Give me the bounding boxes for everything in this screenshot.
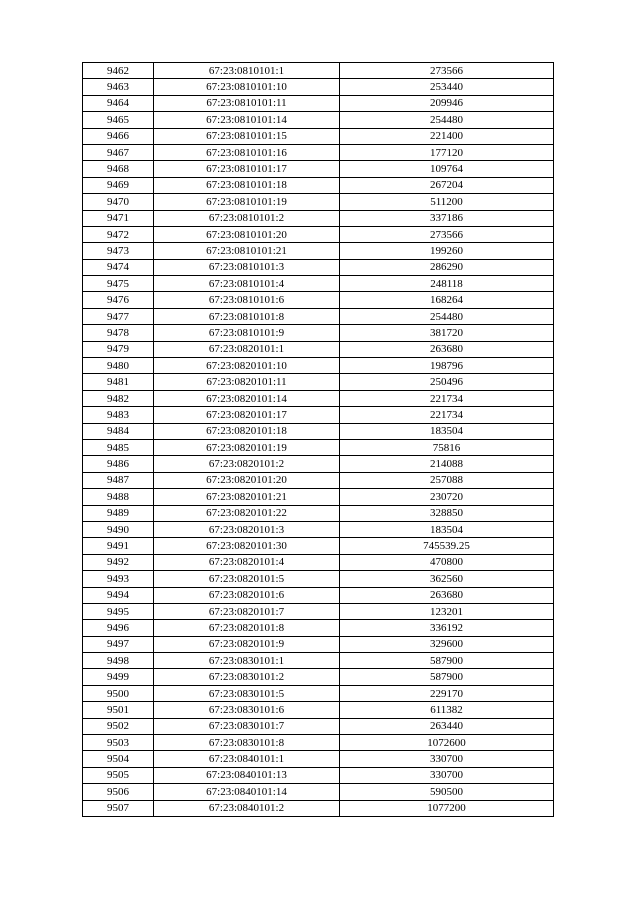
cadastral-number-cell: 67:23:0820101:10	[154, 358, 340, 374]
value-cell: 263440	[340, 718, 554, 734]
cadastral-number-cell: 67:23:0820101:6	[154, 587, 340, 603]
row-number-cell: 9503	[83, 735, 154, 751]
row-number-cell: 9471	[83, 210, 154, 226]
cadastral-number-cell: 67:23:0810101:21	[154, 243, 340, 259]
table-row	[83, 538, 554, 554]
table-row	[83, 554, 554, 570]
value-cell: 199260	[340, 243, 554, 259]
row-number-cell: 9473	[83, 243, 154, 259]
cadastral-number-cell: 67:23:0820101:22	[154, 505, 340, 521]
table-row	[83, 685, 554, 701]
row-number-cell: 9507	[83, 800, 154, 816]
table-row	[83, 571, 554, 587]
table-body	[83, 63, 554, 817]
value-cell: 75816	[340, 439, 554, 455]
table-row	[83, 521, 554, 537]
table-row	[83, 95, 554, 111]
row-number-cell: 9470	[83, 194, 154, 210]
row-number-cell: 9464	[83, 95, 154, 111]
cadastral-number-cell: 67:23:0820101:4	[154, 554, 340, 570]
value-cell: 254480	[340, 308, 554, 324]
table-row	[83, 735, 554, 751]
cadastral-number-cell: 67:23:0810101:16	[154, 144, 340, 160]
table-row	[83, 390, 554, 406]
table-row	[83, 718, 554, 734]
value-cell: 229170	[340, 685, 554, 701]
cadastral-number-cell: 67:23:0810101:6	[154, 292, 340, 308]
row-number-cell: 9496	[83, 620, 154, 636]
value-cell: 611382	[340, 702, 554, 718]
table-row	[83, 276, 554, 292]
row-number-cell: 9486	[83, 456, 154, 472]
value-cell: 745539.25	[340, 538, 554, 554]
cadastral-number-cell: 67:23:0840101:13	[154, 767, 340, 783]
cadastral-number-cell: 67:23:0830101:2	[154, 669, 340, 685]
table-row	[83, 341, 554, 357]
row-number-cell: 9487	[83, 472, 154, 488]
cadastral-number-cell: 67:23:0840101:14	[154, 784, 340, 800]
cadastral-number-cell: 67:23:0830101:8	[154, 735, 340, 751]
cadastral-number-cell: 67:23:0820101:30	[154, 538, 340, 554]
table-row	[83, 194, 554, 210]
value-cell: 286290	[340, 259, 554, 275]
cadastral-number-cell: 67:23:0810101:10	[154, 79, 340, 95]
value-cell: 587900	[340, 669, 554, 685]
row-number-cell: 9498	[83, 653, 154, 669]
value-cell: 587900	[340, 653, 554, 669]
table-row	[83, 407, 554, 423]
value-cell: 329600	[340, 636, 554, 652]
row-number-cell: 9491	[83, 538, 154, 554]
row-number-cell: 9504	[83, 751, 154, 767]
cadastral-number-cell: 67:23:0840101:2	[154, 800, 340, 816]
row-number-cell: 9499	[83, 669, 154, 685]
value-cell: 330700	[340, 751, 554, 767]
value-cell: 230720	[340, 489, 554, 505]
row-number-cell: 9468	[83, 161, 154, 177]
row-number-cell: 9466	[83, 128, 154, 144]
value-cell: 248118	[340, 276, 554, 292]
value-cell: 123201	[340, 603, 554, 619]
table-row	[83, 702, 554, 718]
table-row	[83, 210, 554, 226]
cadastral-number-cell: 67:23:0820101:8	[154, 620, 340, 636]
row-number-cell: 9465	[83, 112, 154, 128]
table-row	[83, 128, 554, 144]
table-row	[83, 177, 554, 193]
value-cell: 257088	[340, 472, 554, 488]
value-cell: 198796	[340, 358, 554, 374]
table-row	[83, 751, 554, 767]
row-number-cell: 9494	[83, 587, 154, 603]
table-row	[83, 456, 554, 472]
table-row	[83, 636, 554, 652]
value-cell: 221400	[340, 128, 554, 144]
table-row	[83, 784, 554, 800]
table-row	[83, 79, 554, 95]
table-row	[83, 603, 554, 619]
row-number-cell: 9490	[83, 521, 154, 537]
cadastral-number-cell: 67:23:0830101:6	[154, 702, 340, 718]
cadastral-number-cell: 67:23:0810101:11	[154, 95, 340, 111]
table-row	[83, 439, 554, 455]
row-number-cell: 9469	[83, 177, 154, 193]
table-row	[83, 63, 554, 79]
cadastral-number-cell: 67:23:0810101:4	[154, 276, 340, 292]
value-cell: 273566	[340, 226, 554, 242]
value-cell: 511200	[340, 194, 554, 210]
value-cell: 470800	[340, 554, 554, 570]
cadastral-number-cell: 67:23:0810101:15	[154, 128, 340, 144]
value-cell: 336192	[340, 620, 554, 636]
table-row	[83, 259, 554, 275]
table-row	[83, 112, 554, 128]
cadastral-number-cell: 67:23:0810101:14	[154, 112, 340, 128]
cadastral-number-cell: 67:23:0820101:19	[154, 439, 340, 455]
row-number-cell: 9488	[83, 489, 154, 505]
row-number-cell: 9475	[83, 276, 154, 292]
table-row	[83, 669, 554, 685]
row-number-cell: 9480	[83, 358, 154, 374]
table-row	[83, 767, 554, 783]
table-row	[83, 226, 554, 242]
cadastral-number-cell: 67:23:0820101:1	[154, 341, 340, 357]
cadastral-number-cell: 67:23:0830101:7	[154, 718, 340, 734]
cadastral-number-cell: 67:23:0820101:21	[154, 489, 340, 505]
cadastral-number-cell: 67:23:0810101:2	[154, 210, 340, 226]
row-number-cell: 9493	[83, 571, 154, 587]
table-row	[83, 161, 554, 177]
cadastral-number-cell: 67:23:0810101:18	[154, 177, 340, 193]
cadastral-number-cell: 67:23:0820101:2	[154, 456, 340, 472]
table-row	[83, 374, 554, 390]
row-number-cell: 9484	[83, 423, 154, 439]
cadastral-number-cell: 67:23:0810101:1	[154, 63, 340, 79]
row-number-cell: 9481	[83, 374, 154, 390]
table-row	[83, 325, 554, 341]
value-cell: 214088	[340, 456, 554, 472]
row-number-cell: 9467	[83, 144, 154, 160]
cadastral-number-cell: 67:23:0820101:7	[154, 603, 340, 619]
value-cell: 267204	[340, 177, 554, 193]
cadastral-number-cell: 67:23:0820101:3	[154, 521, 340, 537]
value-cell: 273566	[340, 63, 554, 79]
cadastral-number-cell: 67:23:0820101:11	[154, 374, 340, 390]
data-table	[82, 62, 554, 817]
row-number-cell: 9479	[83, 341, 154, 357]
row-number-cell: 9477	[83, 308, 154, 324]
table-row	[83, 472, 554, 488]
value-cell: 381720	[340, 325, 554, 341]
cadastral-number-cell: 67:23:0810101:19	[154, 194, 340, 210]
row-number-cell: 9506	[83, 784, 154, 800]
row-number-cell: 9478	[83, 325, 154, 341]
table-row	[83, 308, 554, 324]
row-number-cell: 9485	[83, 439, 154, 455]
cadastral-number-cell: 67:23:0820101:14	[154, 390, 340, 406]
value-cell: 1077200	[340, 800, 554, 816]
value-cell: 221734	[340, 390, 554, 406]
value-cell: 183504	[340, 423, 554, 439]
cadastral-number-cell: 67:23:0810101:20	[154, 226, 340, 242]
table-row	[83, 620, 554, 636]
cadastral-number-cell: 67:23:0820101:17	[154, 407, 340, 423]
value-cell: 168264	[340, 292, 554, 308]
row-number-cell: 9501	[83, 702, 154, 718]
value-cell: 253440	[340, 79, 554, 95]
value-cell: 254480	[340, 112, 554, 128]
row-number-cell: 9500	[83, 685, 154, 701]
value-cell: 250496	[340, 374, 554, 390]
row-number-cell: 9495	[83, 603, 154, 619]
table-row	[83, 144, 554, 160]
table-row	[83, 800, 554, 816]
row-number-cell: 9463	[83, 79, 154, 95]
table-row	[83, 489, 554, 505]
cadastral-number-cell: 67:23:0810101:17	[154, 161, 340, 177]
value-cell: 209946	[340, 95, 554, 111]
cadastral-number-cell: 67:23:0830101:5	[154, 685, 340, 701]
table-row	[83, 358, 554, 374]
value-cell: 330700	[340, 767, 554, 783]
table-row	[83, 653, 554, 669]
value-cell: 177120	[340, 144, 554, 160]
row-number-cell: 9472	[83, 226, 154, 242]
cadastral-number-cell: 67:23:0810101:3	[154, 259, 340, 275]
value-cell: 590500	[340, 784, 554, 800]
cadastral-number-cell: 67:23:0840101:1	[154, 751, 340, 767]
value-cell: 328850	[340, 505, 554, 521]
row-number-cell: 9483	[83, 407, 154, 423]
table-row	[83, 292, 554, 308]
row-number-cell: 9489	[83, 505, 154, 521]
row-number-cell: 9492	[83, 554, 154, 570]
table-row	[83, 505, 554, 521]
cadastral-number-cell: 67:23:0820101:5	[154, 571, 340, 587]
row-number-cell: 9497	[83, 636, 154, 652]
row-number-cell: 9482	[83, 390, 154, 406]
value-cell: 263680	[340, 341, 554, 357]
value-cell: 183504	[340, 521, 554, 537]
table-row	[83, 243, 554, 259]
value-cell: 109764	[340, 161, 554, 177]
cadastral-number-cell: 67:23:0820101:18	[154, 423, 340, 439]
cadastral-number-cell: 67:23:0810101:9	[154, 325, 340, 341]
row-number-cell: 9505	[83, 767, 154, 783]
cadastral-number-cell: 67:23:0830101:1	[154, 653, 340, 669]
value-cell: 263680	[340, 587, 554, 603]
table-row	[83, 587, 554, 603]
row-number-cell: 9502	[83, 718, 154, 734]
table-row	[83, 423, 554, 439]
row-number-cell: 9474	[83, 259, 154, 275]
value-cell: 221734	[340, 407, 554, 423]
cadastral-number-cell: 67:23:0820101:20	[154, 472, 340, 488]
value-cell: 362560	[340, 571, 554, 587]
value-cell: 337186	[340, 210, 554, 226]
cadastral-number-cell: 67:23:0820101:9	[154, 636, 340, 652]
cadastral-number-cell: 67:23:0810101:8	[154, 308, 340, 324]
row-number-cell: 9462	[83, 63, 154, 79]
value-cell: 1072600	[340, 735, 554, 751]
row-number-cell: 9476	[83, 292, 154, 308]
